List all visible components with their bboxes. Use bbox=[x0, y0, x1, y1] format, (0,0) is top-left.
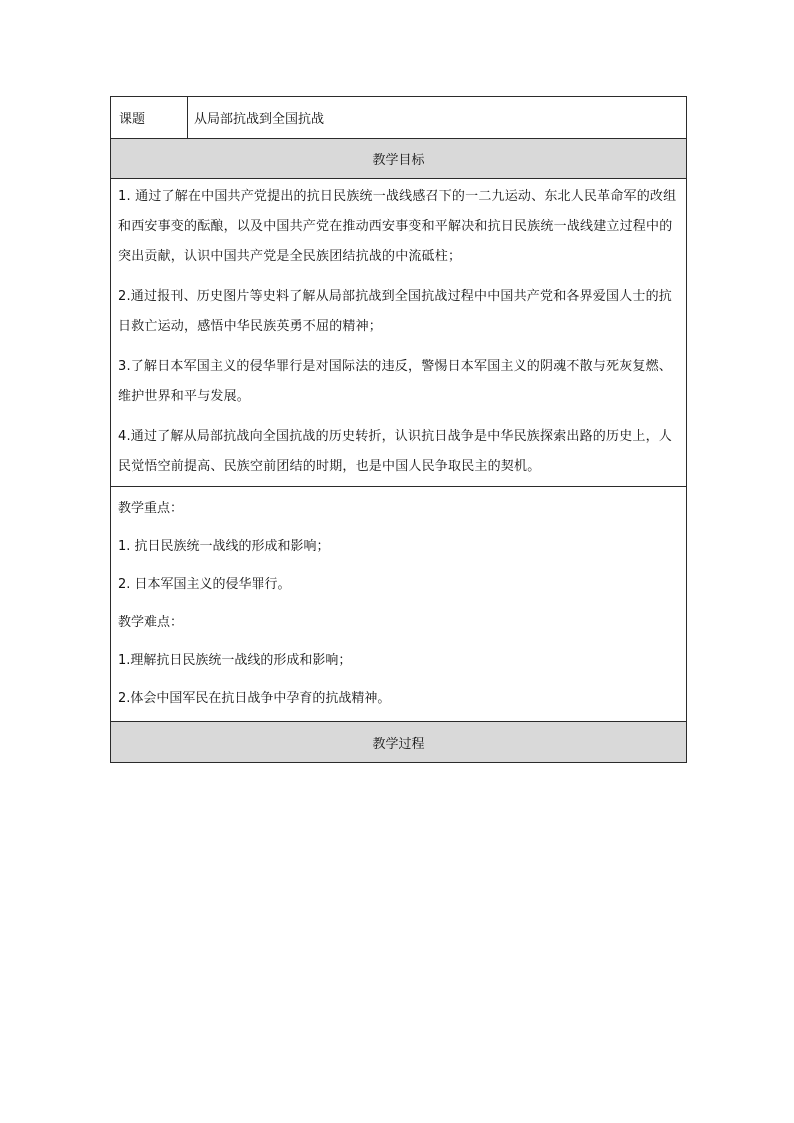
title-value: 从局部抗战到全国抗战 bbox=[194, 112, 325, 127]
key-points-heading: 教学重点： bbox=[118, 501, 184, 516]
objective-item: 2.通过报刊、历史图片等史料了解从局部抗战到全国抗战过程中中国共产党和各界爱国人士的抗日救亡运动，感悟中华民族英勇不屈的精神； bbox=[118, 289, 673, 334]
key-point-item: 2. 日本军国主义的侵华罪行。 bbox=[118, 577, 291, 592]
key-points-section bbox=[111, 486, 686, 721]
lesson-plan-table bbox=[110, 96, 687, 763]
difficult-point-item: 2.体会中国军民在抗日战争中孕育的抗战精神。 bbox=[118, 691, 391, 706]
difficult-points-heading: 教学难点： bbox=[118, 615, 184, 630]
difficult-point-item: 1.理解抗日民族统一战线的形成和影响； bbox=[118, 653, 352, 668]
objectives-header: 教学目标 bbox=[111, 138, 686, 178]
title-row bbox=[111, 97, 686, 138]
objective-item: 3.了解日本军国主义的侵华罪行是对国际法的违反，警惕日本军国主义的阴魂不散与死灰复燃、维护世界和平与发展。 bbox=[118, 359, 673, 404]
objective-item: 1. 通过了解在中国共产党提出的抗日民族统一战线感召下的一二九运动、东北人民革命军的改组和西安事变的酝酿，以及中国共产党在推动西安事变和平解决和抗日民族统一战线建立过程中的突出贡献，认识中国共产党是全民族团结抗战的中流砥柱； bbox=[118, 189, 677, 264]
key-point-item: 1. 抗日民族统一战线的形成和影响； bbox=[118, 539, 330, 554]
process-header: 教学过程 bbox=[111, 721, 686, 762]
objectives-section bbox=[111, 178, 686, 486]
title-label: 课题 bbox=[111, 97, 188, 138]
objective-item: 4.通过了解从局部抗战向全国抗战的历史转折，认识抗日战争是中华民族探索出路的历史上，人民觉悟空前提高、民族空前团结的时期，也是中国人民争取民主的契机。 bbox=[118, 429, 673, 474]
